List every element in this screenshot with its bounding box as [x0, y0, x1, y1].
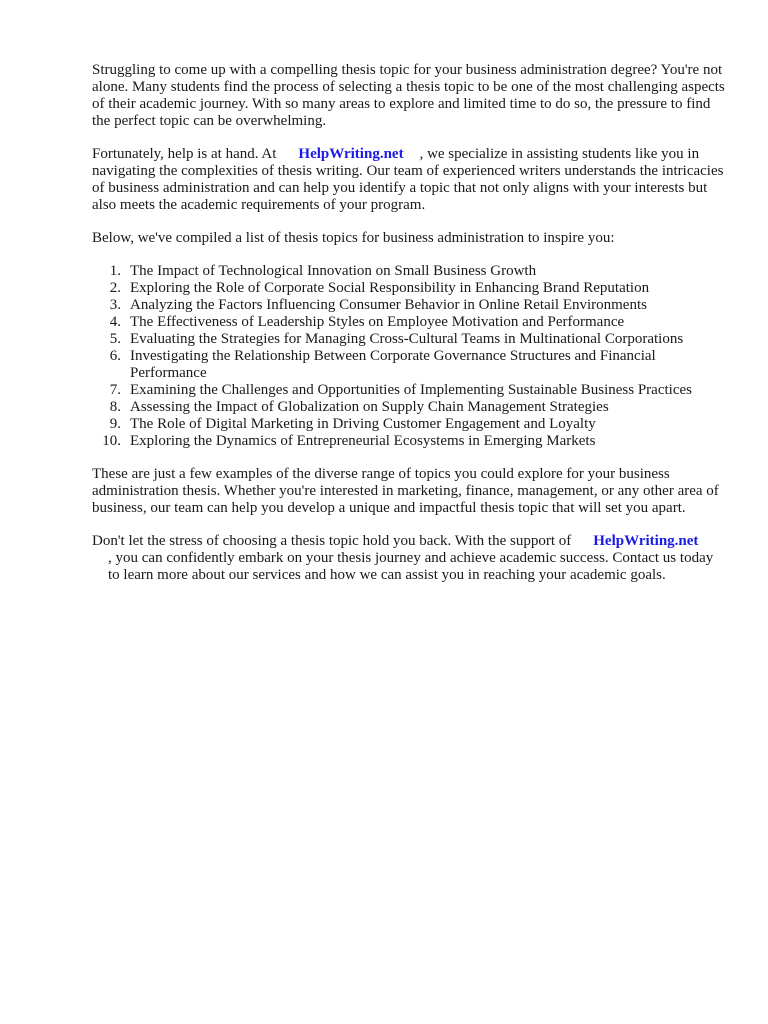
list-item-text: Examining the Challenges and Opportunities of Implementing Sustainable Business Practices — [130, 382, 692, 398]
list-item-text: Investigating the Relationship Between Corporate Governance Structures and Financial Performance — [130, 348, 656, 381]
list-item-number: 9. — [109, 416, 121, 432]
list-item-text: The Impact of Technological Innovation on Small Business Growth — [130, 263, 537, 279]
list-item-number: 2. — [109, 280, 121, 296]
examples-paragraph: These are just a few examples of the diverse range of topics you could explore for your business administration thesis. Whether you're interested in marketing, finance, management, or any other area of business, our team can help you develop a unique and impactful thesis topic that will set you apart. — [92, 466, 719, 516]
topic-list — [92, 263, 728, 450]
document-page — [92, 62, 728, 600]
list-item-number: 3. — [109, 297, 121, 313]
list-item — [92, 263, 728, 280]
closing-paragraph-rest: , you can confidently embark on your thesis journey and achieve academic success. Contact us today to learn more about our services and how we can assist you in reaching your academic goals. — [108, 550, 714, 583]
list-item-number: 5. — [109, 331, 121, 347]
list-item-number: 7. — [109, 382, 121, 398]
helpwriting-link[interactable]: HelpWriting.net — [298, 146, 404, 162]
list-item — [92, 382, 728, 399]
list-item — [92, 433, 728, 450]
list-item-text: Assessing the Impact of Globalization on Supply Chain Management Strategies — [130, 399, 609, 415]
list-item — [92, 348, 728, 382]
list-item — [92, 399, 728, 416]
closing-paragraph-lead: Don't let the stress of choosing a thesis topic hold you back. With the support of — [92, 533, 572, 549]
list-item — [92, 331, 728, 348]
help-paragraph-lead: Fortunately, help is at hand. At — [92, 146, 277, 162]
list-item-number: 10. — [102, 433, 121, 449]
help-paragraph-rest: , we specialize in assisting students like you in navigating the complexities of thesis writing. Our team of experienced writers understands the intricacies of business administration and can help you identify a topic that not only aligns with your interests but also meets the academic requirements of your program. — [92, 146, 724, 213]
list-intro: Below, we've compiled a list of thesis topics for business administration to inspire you: — [92, 230, 615, 246]
list-item-text: Analyzing the Factors Influencing Consumer Behavior in Online Retail Environments — [130, 297, 647, 313]
helpwriting-link-2[interactable]: HelpWriting.net — [593, 533, 699, 549]
list-item-text: The Role of Digital Marketing in Driving Customer Engagement and Loyalty — [130, 416, 596, 432]
help-paragraph — [92, 146, 728, 214]
list-item-text: The Effectiveness of Leadership Styles on Employee Motivation and Performance — [130, 314, 625, 330]
list-item — [92, 314, 728, 331]
list-item-number: 1. — [109, 263, 121, 279]
list-item-text: Exploring the Role of Corporate Social Responsibility in Enhancing Brand Reputation — [130, 280, 650, 296]
list-item-text: Evaluating the Strategies for Managing Cross-Cultural Teams in Multinational Corporations — [130, 331, 684, 347]
list-item — [92, 416, 728, 433]
list-item-text: Exploring the Dynamics of Entrepreneurial Ecosystems in Emerging Markets — [130, 433, 596, 449]
list-item — [92, 297, 728, 314]
intro-paragraph: Struggling to come up with a compelling thesis topic for your business administration degree? You're not alone. Many students find the process of selecting a thesis topic to be one of the most challenging aspects of their academic journey. With so many areas to explore and limited time to do so, the pressure to find the perfect topic can be overwhelming. — [92, 62, 725, 129]
closing-paragraph — [92, 533, 728, 584]
list-item — [92, 280, 728, 297]
list-item-number: 4. — [109, 314, 121, 330]
list-item-number: 6. — [109, 348, 121, 364]
list-item-number: 8. — [109, 399, 121, 415]
